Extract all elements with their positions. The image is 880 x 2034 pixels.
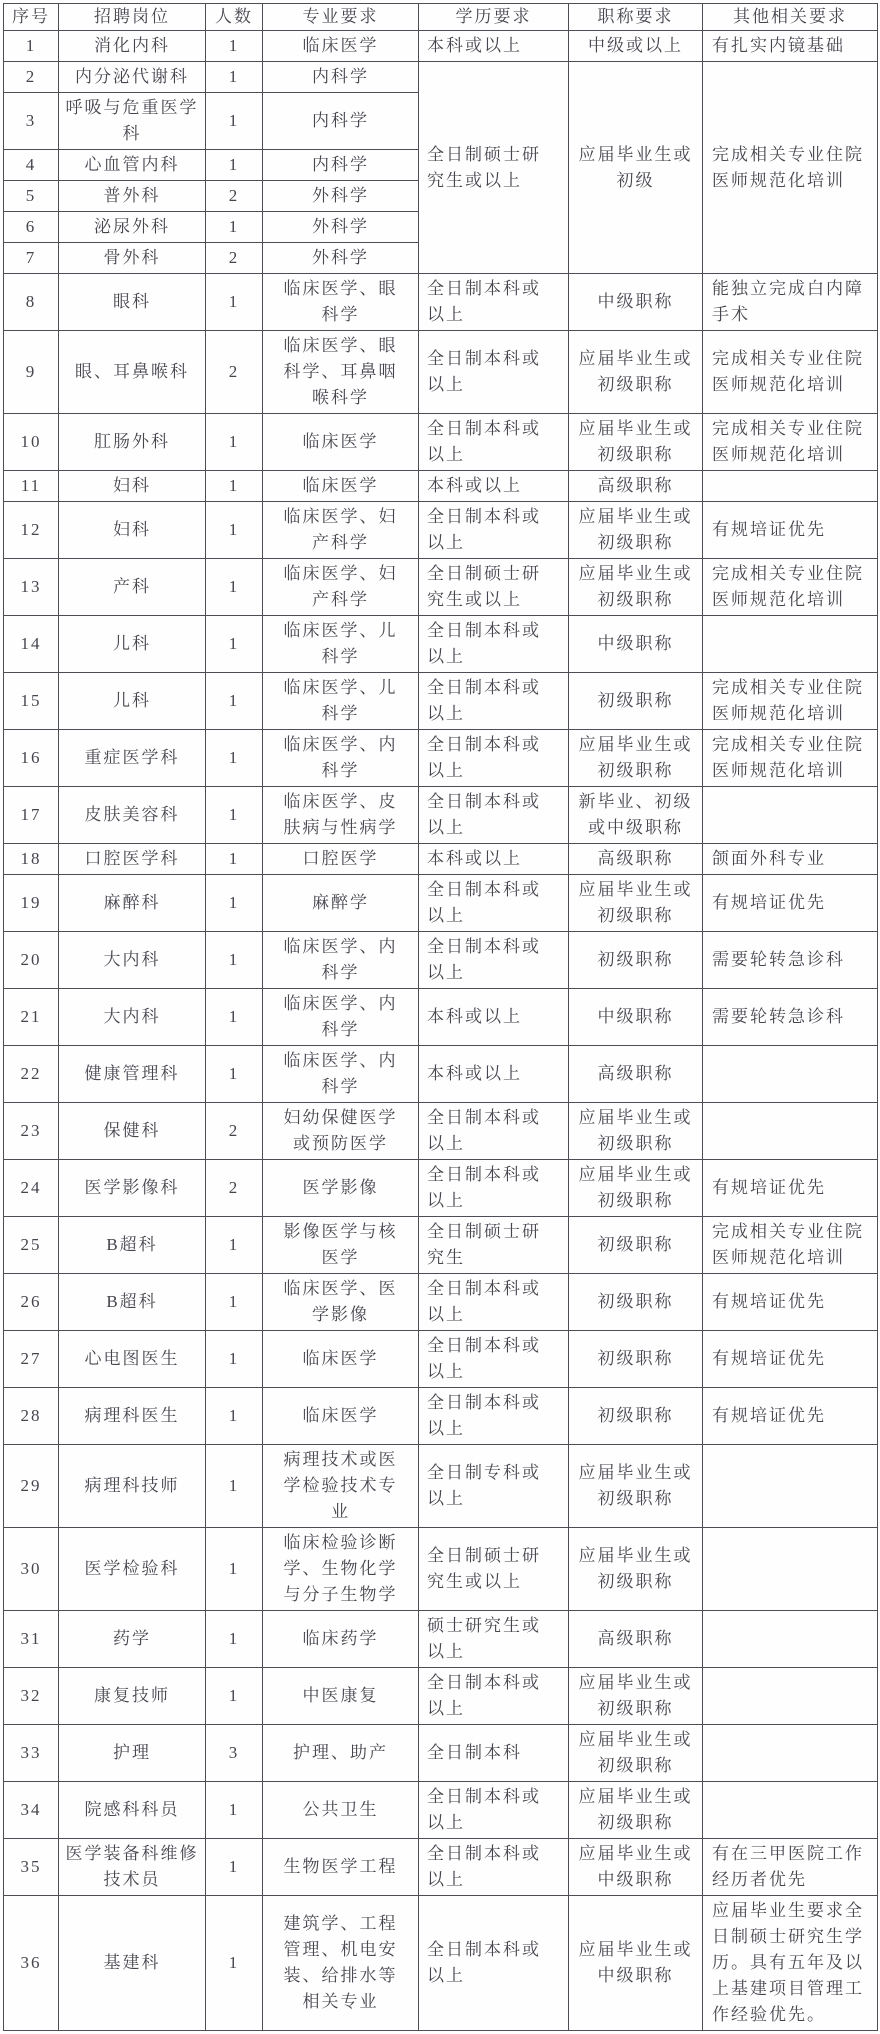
cell-other-req: 有扎实内镜基础 (703, 31, 878, 62)
cell-serial-number: 36 (4, 1896, 59, 2031)
cell-major-req: 影像医学与核医学 (263, 1217, 419, 1274)
cell-other-req: 需要轮转急诊科 (703, 932, 878, 989)
cell-headcount: 2 (206, 181, 263, 212)
cell-other-req (703, 1445, 878, 1528)
cell-serial-number: 13 (4, 559, 59, 616)
table-row (4, 616, 878, 673)
cell-major-req: 麻醉学 (263, 875, 419, 932)
cell-serial-number: 33 (4, 1725, 59, 1782)
cell-education-req: 全日制硕士研究生 (419, 1217, 569, 1274)
cell-title-req: 应届毕业生或初级职称 (569, 1725, 703, 1782)
cell-title-req: 中级职称 (569, 989, 703, 1046)
cell-title-req: 中级职称 (569, 616, 703, 673)
cell-title-req: 应届毕业生或初级职称 (569, 1528, 703, 1611)
cell-title-req: 应届毕业生或初级职称 (569, 730, 703, 787)
cell-major-req: 内科学 (263, 62, 419, 93)
cell-headcount: 1 (206, 1046, 263, 1103)
cell-serial-number: 26 (4, 1274, 59, 1331)
cell-position: 药学 (59, 1611, 206, 1668)
cell-major-req: 医学影像 (263, 1160, 419, 1217)
cell-position: 基建科 (59, 1896, 206, 2031)
header-other-req: 其他相关要求 (703, 4, 878, 31)
cell-position: 皮肤美容科 (59, 787, 206, 844)
cell-serial-number: 14 (4, 616, 59, 673)
cell-major-req: 临床医学、内科学 (263, 989, 419, 1046)
cell-major-req: 公共卫生 (263, 1782, 419, 1839)
cell-headcount: 1 (206, 274, 263, 331)
cell-education-req: 硕士研究生或以上 (419, 1611, 569, 1668)
cell-other-req: 有规培证优先 (703, 1331, 878, 1388)
cell-other-req (703, 471, 878, 502)
cell-position: 口腔医学科 (59, 844, 206, 875)
table-row (4, 1725, 878, 1782)
cell-title-req: 中级职称 (569, 274, 703, 331)
cell-other-req: 完成相关专业住院医师规范化培训 (703, 559, 878, 616)
cell-headcount: 1 (206, 471, 263, 502)
table-row (4, 673, 878, 730)
cell-serial-number: 23 (4, 1103, 59, 1160)
cell-other-req (703, 1103, 878, 1160)
cell-other-req: 能独立完成白内障手术 (703, 274, 878, 331)
table-row (4, 989, 878, 1046)
cell-position: 眼、耳鼻喉科 (59, 331, 206, 414)
cell-education-req: 全日制本科或以上 (419, 875, 569, 932)
cell-serial-number: 30 (4, 1528, 59, 1611)
cell-other-req (703, 616, 878, 673)
table-body (4, 31, 878, 2031)
cell-position: 儿科 (59, 673, 206, 730)
cell-education-req: 全日制本科 (419, 1725, 569, 1782)
cell-major-req: 临床医学 (263, 471, 419, 502)
table-row (4, 730, 878, 787)
table-row (4, 875, 878, 932)
cell-position: 妇科 (59, 471, 206, 502)
cell-headcount: 3 (206, 1725, 263, 1782)
cell-other-req: 完成相关专业住院医师规范化培训 (703, 331, 878, 414)
cell-title-req: 高级职称 (569, 1046, 703, 1103)
cell-major-req: 临床医学、儿科学 (263, 616, 419, 673)
cell-education-req: 全日制本科或以上 (419, 787, 569, 844)
cell-title-req: 应届毕业生或初级职称 (569, 331, 703, 414)
cell-education-req: 本科或以上 (419, 471, 569, 502)
cell-education-req: 全日制本科或以上 (419, 274, 569, 331)
cell-title-req: 初级职称 (569, 932, 703, 989)
cell-other-req: 完成相关专业住院医师规范化培训 (703, 1217, 878, 1274)
cell-serial-number: 15 (4, 673, 59, 730)
cell-position: 院感科科员 (59, 1782, 206, 1839)
cell-education-req: 全日制本科或以上 (419, 1668, 569, 1725)
cell-education-req: 全日制本科或以上 (419, 1388, 569, 1445)
cell-position: 医学装备科维修技术员 (59, 1839, 206, 1896)
table-row (4, 1103, 878, 1160)
cell-major-req: 临床医学 (263, 1331, 419, 1388)
header-serial-number: 序号 (4, 4, 59, 31)
cell-other-req: 颌面外科专业 (703, 844, 878, 875)
cell-major-req: 临床药学 (263, 1611, 419, 1668)
header-major-req: 专业要求 (263, 4, 419, 31)
table-row (4, 1217, 878, 1274)
header-row (4, 4, 878, 31)
table-row (4, 1668, 878, 1725)
cell-serial-number: 3 (4, 93, 59, 150)
cell-title-req: 初级职称 (569, 1217, 703, 1274)
cell-education-req: 全日制专科或以上 (419, 1445, 569, 1528)
cell-headcount: 1 (206, 93, 263, 150)
cell-major-req: 临床医学、眼科学、耳鼻咽喉科学 (263, 331, 419, 414)
cell-education-req: 全日制硕士研究生或以上 (419, 1528, 569, 1611)
header-education-req: 学历要求 (419, 4, 569, 31)
cell-education-req: 本科或以上 (419, 989, 569, 1046)
cell-headcount: 1 (206, 787, 263, 844)
header-position: 招聘岗位 (59, 4, 206, 31)
table-row (4, 1896, 878, 2031)
cell-position: B超科 (59, 1217, 206, 1274)
cell-headcount: 1 (206, 1528, 263, 1611)
table-row (4, 274, 878, 331)
cell-title-req: 高级职称 (569, 844, 703, 875)
cell-headcount: 1 (206, 673, 263, 730)
cell-headcount: 1 (206, 31, 263, 62)
cell-serial-number: 17 (4, 787, 59, 844)
cell-education-req: 全日制本科或以上 (419, 932, 569, 989)
cell-other-req: 完成相关专业住院医师规范化培训 (703, 62, 878, 274)
table-row (4, 31, 878, 62)
cell-position: 病理科医生 (59, 1388, 206, 1445)
cell-title-req: 高级职称 (569, 471, 703, 502)
cell-position: 病理科技师 (59, 1445, 206, 1528)
table-row (4, 471, 878, 502)
cell-major-req: 临床医学 (263, 1388, 419, 1445)
cell-other-req: 完成相关专业住院医师规范化培训 (703, 730, 878, 787)
cell-other-req (703, 1725, 878, 1782)
cell-title-req: 初级职称 (569, 1331, 703, 1388)
cell-position: 肛肠外科 (59, 414, 206, 471)
cell-education-req: 全日制本科或以上 (419, 673, 569, 730)
cell-education-req: 全日制本科或以上 (419, 1274, 569, 1331)
table-row (4, 844, 878, 875)
cell-education-req: 全日制本科或以上 (419, 1896, 569, 2031)
cell-position: 医学检验科 (59, 1528, 206, 1611)
cell-education-req: 全日制本科或以上 (419, 502, 569, 559)
table-row (4, 1160, 878, 1217)
cell-position: 心电图医生 (59, 1331, 206, 1388)
cell-position: 保健科 (59, 1103, 206, 1160)
table-row (4, 1331, 878, 1388)
cell-other-req: 有规培证优先 (703, 1160, 878, 1217)
table-row (4, 1274, 878, 1331)
cell-other-req: 有规培证优先 (703, 502, 878, 559)
cell-position: 泌尿外科 (59, 212, 206, 243)
table-row (4, 62, 878, 93)
cell-position: 骨外科 (59, 243, 206, 274)
cell-position: 大内科 (59, 989, 206, 1046)
cell-title-req: 初级职称 (569, 1274, 703, 1331)
recruitment-table (3, 3, 878, 2031)
cell-major-req: 临床医学 (263, 31, 419, 62)
table-row (4, 787, 878, 844)
cell-major-req: 妇幼保健医学或预防医学 (263, 1103, 419, 1160)
cell-headcount: 1 (206, 1331, 263, 1388)
cell-headcount: 1 (206, 62, 263, 93)
cell-other-req: 需要轮转急诊科 (703, 989, 878, 1046)
cell-other-req: 有规培证优先 (703, 1388, 878, 1445)
cell-title-req: 应届毕业生或初级职称 (569, 414, 703, 471)
cell-serial-number: 29 (4, 1445, 59, 1528)
cell-major-req: 临床医学、内科学 (263, 730, 419, 787)
table-row (4, 559, 878, 616)
header-headcount: 人数 (206, 4, 263, 31)
cell-serial-number: 34 (4, 1782, 59, 1839)
cell-major-req: 口腔医学 (263, 844, 419, 875)
cell-serial-number: 22 (4, 1046, 59, 1103)
cell-title-req: 应届毕业生或初级职称 (569, 559, 703, 616)
table-row (4, 1388, 878, 1445)
cell-position: 健康管理科 (59, 1046, 206, 1103)
cell-headcount: 1 (206, 932, 263, 989)
cell-education-req: 全日制本科或以上 (419, 1782, 569, 1839)
cell-position: 医学影像科 (59, 1160, 206, 1217)
cell-headcount: 1 (206, 1668, 263, 1725)
header-title-req: 职称要求 (569, 4, 703, 31)
cell-position: 麻醉科 (59, 875, 206, 932)
cell-education-req: 全日制本科或以上 (419, 414, 569, 471)
cell-serial-number: 21 (4, 989, 59, 1046)
cell-position: 产科 (59, 559, 206, 616)
cell-major-req: 病理技术或医学检验技术专业 (263, 1445, 419, 1528)
cell-serial-number: 4 (4, 150, 59, 181)
cell-headcount: 1 (206, 844, 263, 875)
cell-headcount: 1 (206, 1896, 263, 2031)
cell-major-req: 临床医学、内科学 (263, 1046, 419, 1103)
cell-major-req: 临床医学 (263, 414, 419, 471)
table-row (4, 1445, 878, 1528)
cell-education-req: 本科或以上 (419, 1046, 569, 1103)
cell-title-req: 初级职称 (569, 1388, 703, 1445)
cell-education-req: 全日制本科或以上 (419, 1839, 569, 1896)
cell-major-req: 临床医学、皮肤病与性病学 (263, 787, 419, 844)
cell-education-req: 本科或以上 (419, 844, 569, 875)
cell-major-req: 临床医学、内科学 (263, 932, 419, 989)
table-row (4, 1046, 878, 1103)
cell-serial-number: 16 (4, 730, 59, 787)
cell-serial-number: 20 (4, 932, 59, 989)
cell-position: B超科 (59, 1274, 206, 1331)
cell-major-req: 外科学 (263, 181, 419, 212)
cell-position: 呼吸与危重医学科 (59, 93, 206, 150)
cell-serial-number: 1 (4, 31, 59, 62)
cell-serial-number: 12 (4, 502, 59, 559)
cell-serial-number: 27 (4, 1331, 59, 1388)
cell-position: 心血管内科 (59, 150, 206, 181)
cell-serial-number: 10 (4, 414, 59, 471)
cell-other-req (703, 1046, 878, 1103)
cell-major-req: 临床医学、医学影像 (263, 1274, 419, 1331)
cell-serial-number: 7 (4, 243, 59, 274)
cell-headcount: 2 (206, 331, 263, 414)
cell-title-req: 新毕业、初级或中级职称 (569, 787, 703, 844)
cell-headcount: 1 (206, 1388, 263, 1445)
cell-headcount: 1 (206, 150, 263, 181)
cell-education-req: 全日制本科或以上 (419, 331, 569, 414)
cell-serial-number: 31 (4, 1611, 59, 1668)
cell-position: 眼科 (59, 274, 206, 331)
cell-other-req (703, 1611, 878, 1668)
cell-education-req: 全日制本科或以上 (419, 616, 569, 673)
cell-headcount: 1 (206, 414, 263, 471)
cell-title-req: 应届毕业生或初级职称 (569, 875, 703, 932)
cell-headcount: 2 (206, 1103, 263, 1160)
cell-serial-number: 2 (4, 62, 59, 93)
cell-other-req: 完成相关专业住院医师规范化培训 (703, 673, 878, 730)
cell-education-req: 全日制本科或以上 (419, 1331, 569, 1388)
cell-headcount: 1 (206, 502, 263, 559)
cell-major-req: 生物医学工程 (263, 1839, 419, 1896)
table-row (4, 1782, 878, 1839)
cell-serial-number: 9 (4, 331, 59, 414)
cell-headcount: 2 (206, 243, 263, 274)
cell-major-req: 临床医学、眼科学 (263, 274, 419, 331)
cell-serial-number: 25 (4, 1217, 59, 1274)
cell-education-req: 本科或以上 (419, 31, 569, 62)
table-row (4, 502, 878, 559)
table-row (4, 414, 878, 471)
cell-title-req: 应届毕业生或初级职称 (569, 502, 703, 559)
cell-title-req: 应届毕业生或初级 (569, 62, 703, 274)
cell-headcount: 1 (206, 1782, 263, 1839)
cell-major-req: 临床检验诊断学、生物化学与分子生物学 (263, 1528, 419, 1611)
cell-other-req (703, 787, 878, 844)
cell-serial-number: 11 (4, 471, 59, 502)
cell-title-req: 应届毕业生或初级职称 (569, 1668, 703, 1725)
cell-serial-number: 18 (4, 844, 59, 875)
cell-major-req: 临床医学、儿科学 (263, 673, 419, 730)
cell-serial-number: 19 (4, 875, 59, 932)
cell-position: 大内科 (59, 932, 206, 989)
cell-title-req: 中级或以上 (569, 31, 703, 62)
cell-position: 重症医学科 (59, 730, 206, 787)
cell-headcount: 1 (206, 212, 263, 243)
cell-position: 护理 (59, 1725, 206, 1782)
cell-other-req: 有规培证优先 (703, 875, 878, 932)
cell-other-req (703, 1668, 878, 1725)
cell-other-req: 有在三甲医院工作经历者优先 (703, 1839, 878, 1896)
cell-major-req: 临床医学、妇产科学 (263, 502, 419, 559)
cell-other-req (703, 1782, 878, 1839)
cell-headcount: 1 (206, 559, 263, 616)
cell-headcount: 1 (206, 1445, 263, 1528)
cell-education-req: 全日制硕士研究生或以上 (419, 62, 569, 274)
cell-title-req: 应届毕业生或初级职称 (569, 1103, 703, 1160)
cell-serial-number: 32 (4, 1668, 59, 1725)
cell-other-req: 有规培证优先 (703, 1274, 878, 1331)
cell-education-req: 全日制硕士研究生或以上 (419, 559, 569, 616)
cell-title-req: 应届毕业生或初级职称 (569, 1160, 703, 1217)
cell-serial-number: 6 (4, 212, 59, 243)
cell-major-req: 外科学 (263, 243, 419, 274)
cell-education-req: 全日制本科或以上 (419, 730, 569, 787)
cell-major-req: 内科学 (263, 150, 419, 181)
cell-major-req: 外科学 (263, 212, 419, 243)
cell-title-req: 应届毕业生或中级职称 (569, 1839, 703, 1896)
cell-education-req: 全日制本科或以上 (419, 1160, 569, 1217)
cell-position: 妇科 (59, 502, 206, 559)
cell-title-req: 初级职称 (569, 673, 703, 730)
cell-headcount: 2 (206, 1160, 263, 1217)
cell-serial-number: 5 (4, 181, 59, 212)
cell-serial-number: 8 (4, 274, 59, 331)
cell-headcount: 1 (206, 1839, 263, 1896)
cell-other-req (703, 1528, 878, 1611)
table-header (4, 4, 878, 31)
cell-major-req: 建筑学、工程管理、机电安装、给排水等相关专业 (263, 1896, 419, 2031)
cell-headcount: 1 (206, 1217, 263, 1274)
cell-title-req: 应届毕业生或初级职称 (569, 1445, 703, 1528)
cell-headcount: 1 (206, 1611, 263, 1668)
cell-position: 普外科 (59, 181, 206, 212)
cell-position: 消化内科 (59, 31, 206, 62)
cell-major-req: 临床医学、妇产科学 (263, 559, 419, 616)
cell-title-req: 应届毕业生或中级职称 (569, 1896, 703, 2031)
cell-other-req: 完成相关专业住院医师规范化培训 (703, 414, 878, 471)
cell-headcount: 1 (206, 1274, 263, 1331)
cell-serial-number: 28 (4, 1388, 59, 1445)
cell-other-req: 应届毕业生要求全日制硕士研究生学历。具有五年及以上基建项目管理工作经验优先。 (703, 1896, 878, 2031)
cell-position: 儿科 (59, 616, 206, 673)
cell-serial-number: 24 (4, 1160, 59, 1217)
cell-major-req: 护理、助产 (263, 1725, 419, 1782)
cell-headcount: 1 (206, 989, 263, 1046)
cell-position: 康复技师 (59, 1668, 206, 1725)
cell-title-req: 应届毕业生或初级职称 (569, 1782, 703, 1839)
cell-major-req: 内科学 (263, 93, 419, 150)
cell-title-req: 高级职称 (569, 1611, 703, 1668)
table-row (4, 1839, 878, 1896)
cell-position: 内分泌代谢科 (59, 62, 206, 93)
cell-serial-number: 35 (4, 1839, 59, 1896)
table-row (4, 932, 878, 989)
cell-education-req: 全日制本科或以上 (419, 1103, 569, 1160)
table-row (4, 331, 878, 414)
table-row (4, 1611, 878, 1668)
cell-headcount: 1 (206, 875, 263, 932)
table-row (4, 1528, 878, 1611)
cell-headcount: 1 (206, 616, 263, 673)
cell-headcount: 1 (206, 730, 263, 787)
cell-major-req: 中医康复 (263, 1668, 419, 1725)
